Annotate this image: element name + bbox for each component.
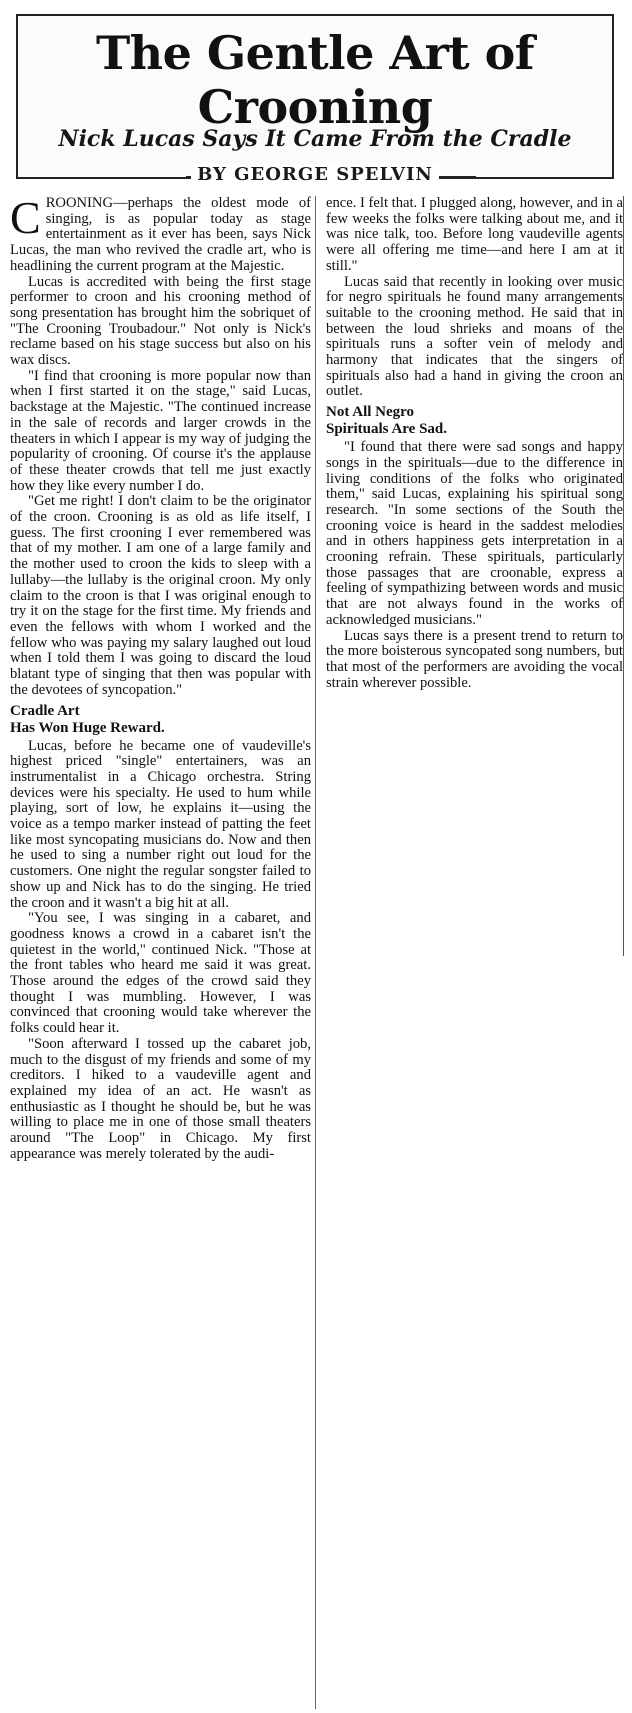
paragraph: "I find that crooning is more popular now than when I first started it on the stage," said Lucas, backstage at the Majestic. "The continued increase in the sale of records and larger crowds in the theaters in which I appear is my way of judging the popularity of crooning. Of course it's the applause of these theater crowds that tell me just exactly how they like every number I do. — [10, 367, 311, 494]
byline: BY GEORGE SPELVIN — [16, 164, 614, 185]
paragraph: Lucas said that recently in looking over music for negro spirituals he found many arrangements suitable to the crooning method. He said that in between the loud shrieks and moans of the spirituals runs a softer vein of melody and harmony that indicates that the singers of spirituals also had a hand in giving the croon an outlet. — [326, 273, 623, 400]
subhead: Cradle Art Has Won Huge Reward. — [10, 702, 165, 736]
paragraph: "You see, I was singing in a cabaret, and goodness knows a crowd in a cabaret isn't the quietest in the world," continued Nick. "Those at the front tables who heard me said it was great. Those around the edges of the crowd said they thought I was mumbling. However, I was convinced that crooning would take wherever the folks could hear it. — [10, 910, 311, 1037]
left-column — [10, 192, 316, 1709]
paragraph: ence. I felt that. I plugged along, however, and in a few weeks the folks were talking about me, and it was nice talk, too. Before long vaudeville agents were all offering me time—and here I am at it still." — [326, 195, 623, 274]
paragraph: "I found that there were sad songs and happy songs in the spirituals—due to the difference in living conditions of the folks who originated them," said Lucas, explaining his spiritual song research. "In some sections of the South the crooning voice is heard in the saddest melodies and in others happiness gets interpretation in a crooning refrain. These spirituals, particularly those passages that are croonable, express a feeling of sympathizing between words and music that are not always found in the works of acknowledged musicians." — [326, 439, 623, 628]
byline-row — [16, 164, 614, 188]
paragraph: Lucas is accredited with being the first stage performer to croon and his crooning method of song presentation has brought him the sobriquet of "The Crooning Troubadour." Not only is Nick's reclame based on his stage success but also on his wax discs. — [10, 273, 311, 369]
right-column — [322, 196, 624, 956]
drop-cap: C — [10, 192, 41, 243]
article-title: The Gentle Art of Crooning — [95, 26, 535, 134]
paragraph: "Soon afterward I tossed up the cabaret job, much to the disgust of my friends and some of my creditors. I hiked to a vaudeville agent and explained my idea of an act. He wasn't as enthusiastic as I thought he should be, but he was willing to place me in one of those small theaters around "The Loop" in Chicago. My first appearance was merely tolerated by the audi- — [10, 1035, 311, 1162]
paragraph: Lucas, before he became one of vaudeville's highest priced "single" entertainers, was an instrumentalist in a Chicago orchestra. String devices were his specialty. He used to hum while playing, sort of low, he explains it—using the voice as a tempo marker instead of patting the feet like most syncopating musicians do. Now and then he used to sing a number right out loud for the customers. One night the regular songster failed to show up and Nick has to do the singing. He tried the croon and it wasn't a big hit at all. — [10, 737, 311, 911]
headline-box — [16, 14, 614, 179]
paragraph: Lucas says there is a present trend to return to the more boisterous syncopated song numbers, but that most of the performers are avoiding the vocal strain wherever possible. — [326, 627, 623, 691]
subhead: Not All Negro Spirituals Are Sad. — [326, 404, 448, 438]
article-subtitle: Nick Lucas Says It Came From the Cradle — [58, 126, 572, 152]
paragraph: "Get me right! I don't claim to be the originator of the croon. Crooning is as old as life itself, I guess. The first crooning I ever remembered was that of my mother. I am one of a large family and the mother used to croon the kids to sleep with a lullaby—the lullaby is the original croon. My only claim to the croon is that I was original enough to try it on the stage for the first time. My friends and even the fellows with whom I worked and the fellow who was paying my salary laughed out loud when I told them I was going to discard the loud blatant type of singing that then was popular with the devotees of syncopation." — [10, 493, 311, 698]
paragraph: CROONING—perhaps the oldest mode of singing, is as popular today as stage entertainment as it ever has been, says Nick Lucas, the man who revived the cradle art, who is headlining the current program at the Majestic. — [10, 192, 311, 274]
